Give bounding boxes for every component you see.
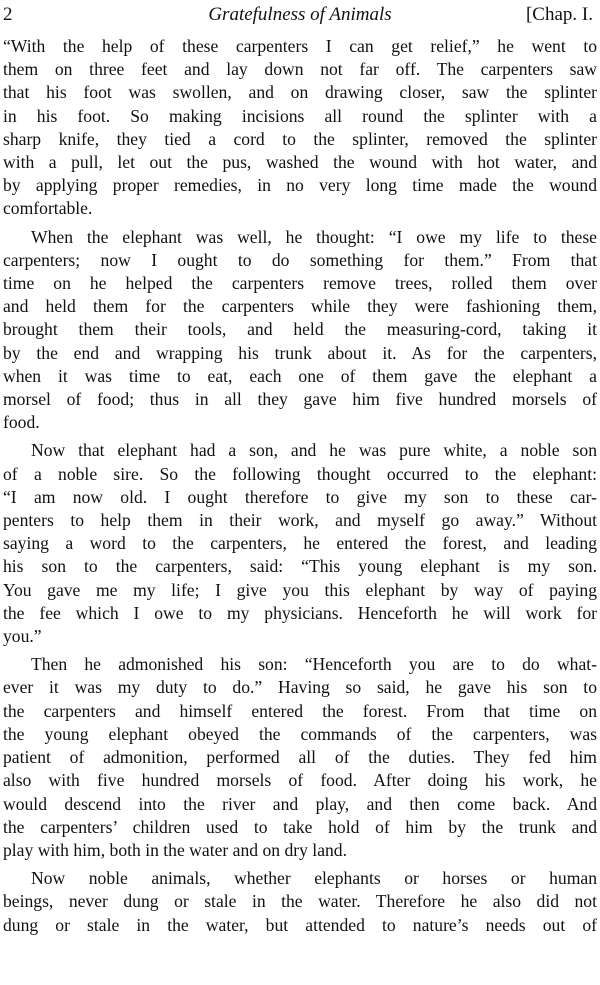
paragraph: [3, 653, 597, 862]
text-line: “With the help of these carpenters I can get relief,” he went to: [3, 36, 597, 56]
text-line: the carpenters and himself entered the forest. From that time on: [3, 700, 597, 721]
text-line: in his foot. So making incisions all round the splinter with a: [3, 105, 597, 126]
text-line: dung or stale in the water, but attended to nature’s needs out of: [3, 914, 597, 935]
text-line: patient of admonition, performed all of the duties. They fed him: [3, 747, 597, 768]
text-line: with a pull, let out the pus, washed the wound with hot water, and: [3, 152, 597, 173]
running-header: [3, 0, 597, 30]
running-title: Gratefulness of Animals: [208, 4, 392, 25]
text-line: food.: [3, 412, 40, 433]
text-line: time on he helped the carpenters remove trees, rolled them over: [3, 273, 597, 294]
paragraph: [3, 226, 597, 435]
body-text: [3, 35, 597, 937]
text-line: Now noble animals, whether elephants or horses or human: [31, 868, 597, 889]
book-page: [3, 0, 597, 985]
text-line: saying a word to the carpenters, he entered the forest, and leading: [3, 533, 597, 554]
text-line: You gave me my life; I give you this elephant by way of paying: [3, 579, 597, 600]
page-number: 2: [3, 4, 13, 25]
paragraph: [3, 439, 597, 648]
chapter-label: [Chap. I.: [525, 4, 593, 25]
text-line: comfortable.: [3, 198, 93, 219]
text-line: brought them their tools, and held the measuring-cord, taking it: [3, 319, 597, 340]
text-line: penters to help them in their work, and myself go away.” Without: [3, 510, 597, 531]
text-line: the fee which I owe to my physicians. Henceforth he will work for: [3, 602, 597, 623]
text-line: beings, never dung or stale in the water. Therefore he also did not: [3, 891, 597, 912]
paragraph: [3, 35, 597, 221]
text-line: you.”: [3, 626, 42, 647]
text-line: morsel of food; thus in all they gave him five hundred morsels of: [3, 389, 597, 410]
text-line: by applying proper remedies, in no very long time made the wound: [3, 175, 597, 196]
text-line: his son to the carpenters, said: “This young elephant is my son.: [3, 556, 597, 577]
text-line: and held them for the carpenters while they were fashioning them,: [3, 296, 597, 317]
text-line: Then he admonished his son: “Henceforth you are to do what-: [31, 654, 597, 675]
paragraph: [3, 867, 597, 937]
text-line: When the elephant was well, he thought: “I owe my life to these: [31, 226, 597, 247]
text-line: that his foot was swollen, and on drawing closer, saw the splinter: [3, 82, 597, 103]
text-line: them on three feet and lay down not far off. The carpenters saw: [3, 59, 597, 80]
text-line: carpenters; now I ought to do something for them.” From that: [3, 249, 597, 270]
text-line: the carpenters’ children used to take hold of him by the trunk and: [3, 816, 597, 837]
text-line: play with him, both in the water and on dry land.: [3, 839, 347, 860]
text-line: ever it was my duty to do.” Having so said, he gave his son to: [3, 677, 597, 698]
text-line: also with five hundred morsels of food. After doing his work, he: [3, 770, 597, 791]
text-line: by the end and wrapping his trunk about it. As for the carpenters,: [3, 342, 597, 363]
text-line: when it was time to eat, each one of them gave the elephant a: [3, 365, 597, 386]
text-line: sharp knife, they tied a cord to the splinter, removed the splinter: [3, 128, 597, 149]
text-line: would descend into the river and play, and then come back. And: [3, 793, 597, 814]
text-line: “I am now old. I ought therefore to give my son to these car-: [3, 486, 597, 507]
text-line: of a noble sire. So the following thought occurred to the elephant:: [3, 463, 597, 484]
text-line: Now that elephant had a son, and he was pure white, a noble son: [31, 440, 597, 461]
text-line: the young elephant obeyed the commands of the carpenters, was: [3, 723, 597, 744]
